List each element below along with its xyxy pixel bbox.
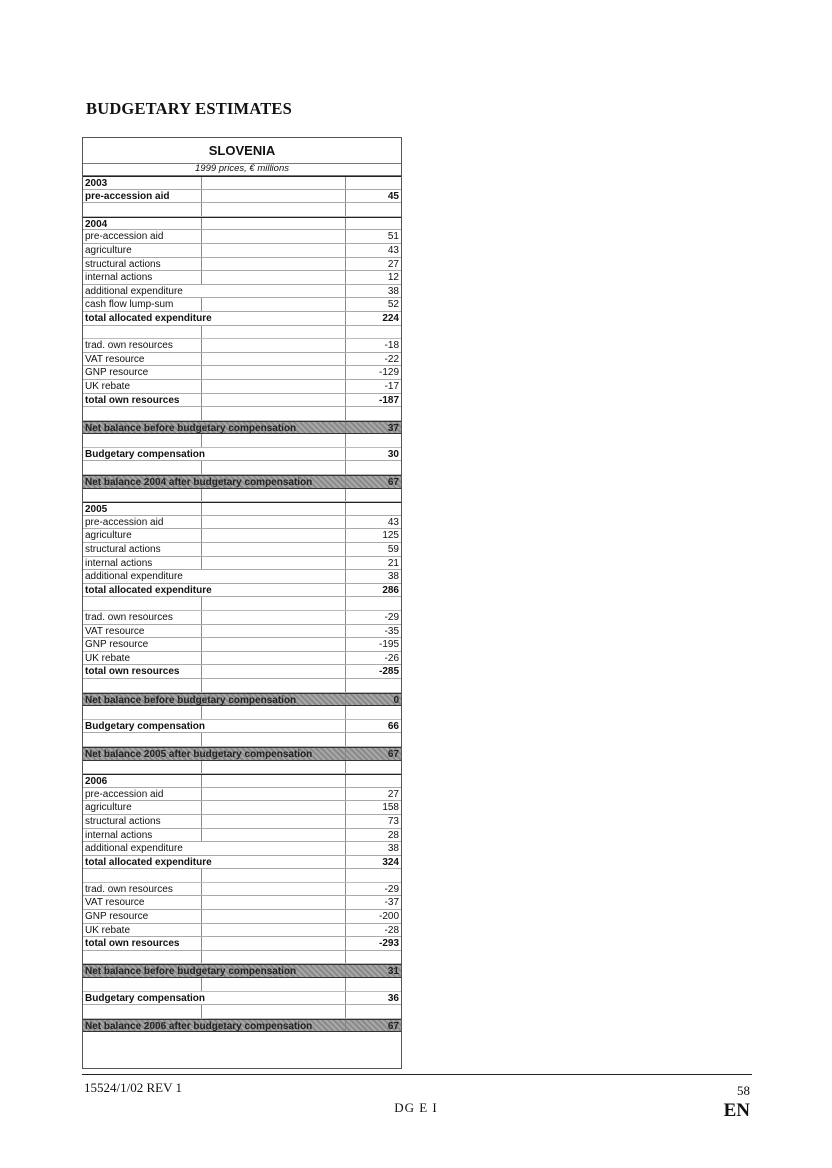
row-value: 30	[387, 448, 399, 460]
row-value: 43	[387, 244, 399, 256]
column-divider	[345, 694, 346, 706]
column-divider	[345, 298, 346, 311]
column-divider	[201, 978, 202, 991]
column-divider	[345, 706, 346, 719]
spacer-row	[83, 461, 401, 475]
column-divider	[345, 353, 346, 366]
column-divider	[345, 869, 346, 882]
column-divider	[345, 896, 346, 909]
row-value: 38	[387, 571, 399, 583]
table-row	[83, 829, 401, 843]
row-value: -18	[384, 340, 399, 352]
row-value: 67	[387, 1020, 399, 1032]
column-divider	[345, 366, 346, 379]
table-row	[83, 815, 401, 829]
column-divider	[345, 461, 346, 474]
document-reference: 15524/1/02 REV 1	[84, 1080, 182, 1095]
column-divider	[345, 965, 346, 977]
column-divider	[345, 978, 346, 991]
column-divider	[345, 842, 346, 855]
page-heading: BUDGETARY ESTIMATES	[86, 99, 292, 118]
table-row	[83, 339, 401, 353]
row-value: -187	[378, 394, 399, 406]
column-divider	[345, 775, 346, 787]
column-divider	[345, 761, 346, 774]
column-divider	[201, 203, 202, 216]
column-divider	[201, 679, 202, 692]
row-label: GNP resource	[85, 367, 149, 379]
column-divider	[201, 557, 202, 570]
row-label: UK rebate	[85, 652, 131, 664]
row-label: VAT resource	[85, 353, 145, 365]
row-value: 324	[382, 856, 399, 868]
spacer-row	[83, 706, 401, 720]
column-divider	[201, 503, 202, 515]
column-divider	[345, 177, 346, 189]
table-row	[83, 570, 401, 584]
row-value: -37	[384, 897, 399, 909]
table-row	[83, 366, 401, 380]
row-value: 59	[387, 544, 399, 556]
row-value: 66	[387, 720, 399, 732]
row-label: Net balance 2005 after budgetary compensation	[85, 748, 313, 760]
spacer-row	[83, 434, 401, 448]
row-label: agriculture	[85, 244, 132, 256]
row-value: 67	[387, 748, 399, 760]
row-label: agriculture	[85, 802, 132, 814]
table-row	[83, 394, 401, 408]
column-divider	[345, 856, 346, 869]
spacer-row	[83, 679, 401, 693]
column-divider	[201, 1005, 202, 1018]
row-value: -17	[384, 380, 399, 392]
column-divider	[345, 285, 346, 298]
column-divider	[345, 448, 346, 461]
row-value: -26	[384, 652, 399, 664]
table-row	[83, 557, 401, 571]
row-value: 158	[382, 802, 399, 814]
row-label: GNP resource	[85, 911, 149, 923]
table-row	[83, 285, 401, 299]
table-row	[83, 896, 401, 910]
spacer-row	[83, 761, 401, 775]
column-divider	[345, 910, 346, 923]
row-label: Net balance before budgetary compensation	[85, 422, 297, 434]
column-divider	[345, 529, 346, 542]
row-label: trad. own resources	[85, 612, 173, 623]
column-divider	[345, 883, 346, 896]
column-divider	[201, 896, 202, 909]
table-row	[83, 720, 401, 734]
column-divider	[345, 476, 346, 488]
column-divider	[201, 924, 202, 937]
column-divider	[345, 244, 346, 257]
column-divider	[201, 625, 202, 638]
row-value: 12	[387, 272, 399, 284]
row-value: 286	[382, 584, 399, 596]
year-header-row	[83, 217, 401, 231]
row-label: UK rebate	[85, 380, 131, 392]
column-divider	[345, 570, 346, 583]
row-label: internal actions	[85, 557, 153, 569]
spacer-row	[83, 951, 401, 965]
row-label: Net balance 2004 after budgetary compensation	[85, 477, 313, 489]
column-divider	[201, 407, 202, 420]
row-label: Budgetary compensation	[85, 448, 206, 460]
row-value: 125	[382, 530, 399, 542]
table-row	[83, 380, 401, 394]
row-label: total own resources	[85, 666, 180, 678]
table-row	[83, 665, 401, 679]
row-label: additional expenditure	[85, 571, 183, 583]
row-label: 2006	[85, 776, 108, 788]
row-value: -200	[378, 911, 399, 923]
table-row	[83, 271, 401, 285]
table-row	[83, 992, 401, 1006]
row-value: -195	[378, 639, 399, 651]
column-divider	[345, 788, 346, 801]
row-label: VAT resource	[85, 625, 145, 637]
row-label: total allocated expenditure	[85, 856, 212, 868]
table-rows	[83, 176, 401, 1032]
row-value: -285	[378, 666, 399, 678]
column-divider	[345, 801, 346, 814]
column-divider	[345, 625, 346, 638]
table-row	[83, 964, 401, 978]
budget-table	[82, 137, 402, 1069]
column-divider	[345, 503, 346, 515]
column-divider	[345, 584, 346, 597]
row-label: agriculture	[85, 530, 132, 542]
row-label: internal actions	[85, 272, 153, 284]
row-label: VAT resource	[85, 897, 145, 909]
row-label: total own resources	[85, 938, 180, 950]
table-row	[83, 353, 401, 367]
column-divider	[201, 761, 202, 774]
table-row	[83, 584, 401, 598]
column-divider	[201, 489, 202, 502]
column-divider	[345, 543, 346, 556]
table-row	[83, 883, 401, 897]
row-label: pre-accession aid	[85, 788, 164, 800]
column-divider	[201, 638, 202, 651]
column-divider	[201, 326, 202, 339]
table-row	[83, 516, 401, 530]
column-divider	[201, 380, 202, 393]
spacer-row	[83, 869, 401, 883]
table-row	[83, 298, 401, 312]
table-row	[83, 312, 401, 326]
row-value: -29	[384, 883, 399, 895]
column-divider	[201, 218, 202, 230]
table-row	[83, 611, 401, 625]
column-divider	[345, 638, 346, 651]
table-row	[83, 448, 401, 462]
column-divider	[201, 652, 202, 665]
column-divider	[345, 394, 346, 407]
column-divider	[201, 461, 202, 474]
page-number: 58	[737, 1083, 750, 1098]
row-label: 2005	[85, 504, 108, 516]
spacer-row	[83, 489, 401, 503]
row-value: -35	[384, 625, 399, 637]
column-divider	[201, 801, 202, 814]
table-row	[83, 856, 401, 870]
column-divider	[345, 218, 346, 230]
column-divider	[345, 951, 346, 964]
row-value: 28	[387, 829, 399, 841]
row-label: structural actions	[85, 815, 161, 827]
row-value: 27	[387, 788, 399, 800]
row-label: total allocated expenditure	[85, 584, 212, 596]
column-divider	[345, 679, 346, 692]
column-divider	[345, 326, 346, 339]
column-divider	[201, 529, 202, 542]
column-divider	[345, 992, 346, 1005]
year-header-row	[83, 774, 401, 788]
column-divider	[201, 951, 202, 964]
row-value: 0	[393, 694, 399, 706]
row-value: 37	[387, 422, 399, 434]
column-divider	[345, 733, 346, 746]
column-divider	[345, 720, 346, 733]
row-value: 36	[387, 992, 399, 1004]
table-row	[83, 475, 401, 489]
language-code: EN	[723, 1100, 750, 1121]
column-divider	[201, 611, 202, 624]
table-country-title: SLOVENIA	[83, 138, 401, 164]
column-divider	[201, 829, 202, 842]
row-value: 21	[387, 557, 399, 569]
column-divider	[345, 407, 346, 420]
row-label: additional expenditure	[85, 285, 183, 297]
year-header-row	[83, 176, 401, 190]
table-row	[83, 258, 401, 272]
row-value: -28	[384, 924, 399, 936]
row-value: 45	[387, 190, 399, 202]
row-value: 38	[387, 285, 399, 297]
footer-divider	[82, 1074, 752, 1075]
table-row	[83, 638, 401, 652]
column-divider	[201, 244, 202, 257]
table-row	[83, 693, 401, 707]
row-value: 224	[382, 312, 399, 324]
row-value: 52	[387, 299, 399, 311]
table-row	[83, 190, 401, 204]
row-label: pre-accession aid	[85, 516, 164, 528]
column-divider	[201, 706, 202, 719]
column-divider	[345, 597, 346, 610]
column-divider	[345, 339, 346, 352]
column-divider	[345, 422, 346, 434]
row-label: structural actions	[85, 544, 161, 556]
row-label: UK rebate	[85, 924, 131, 936]
column-divider	[345, 829, 346, 842]
table-row	[83, 747, 401, 761]
column-divider	[201, 177, 202, 189]
column-divider	[345, 516, 346, 529]
column-divider	[345, 1005, 346, 1018]
row-label: total own resources	[85, 394, 180, 406]
table-row	[83, 652, 401, 666]
column-divider	[345, 258, 346, 271]
table-row	[83, 244, 401, 258]
row-label: Budgetary compensation	[85, 992, 206, 1004]
row-value: 67	[387, 477, 399, 489]
table-units-caption: 1999 prices, € millions	[83, 163, 401, 176]
column-divider	[201, 190, 202, 203]
row-label: cash flow lump-sum	[85, 299, 174, 311]
row-label: GNP resource	[85, 639, 149, 651]
spacer-row	[83, 326, 401, 340]
column-divider	[201, 869, 202, 882]
column-divider	[201, 353, 202, 366]
row-value: -29	[384, 612, 399, 623]
column-divider	[345, 815, 346, 828]
row-value: 31	[387, 966, 399, 978]
row-label: trad. own resources	[85, 340, 173, 352]
spacer-row	[83, 733, 401, 747]
table-row	[83, 842, 401, 856]
column-divider	[201, 366, 202, 379]
row-label: total allocated expenditure	[85, 312, 212, 324]
table-row	[83, 788, 401, 802]
table-row	[83, 543, 401, 557]
column-divider	[345, 190, 346, 203]
row-label: Net balance 2006 after budgetary compensation	[85, 1020, 313, 1032]
row-label: pre-accession aid	[85, 231, 164, 243]
spacer-row	[83, 407, 401, 421]
column-divider	[345, 203, 346, 216]
column-divider	[201, 394, 202, 407]
spacer-row	[83, 203, 401, 217]
column-divider	[345, 652, 346, 665]
column-divider	[345, 434, 346, 447]
column-divider	[345, 380, 346, 393]
column-divider	[345, 489, 346, 502]
row-label: structural actions	[85, 258, 161, 270]
spacer-row	[83, 978, 401, 992]
column-divider	[201, 937, 202, 950]
column-divider	[201, 665, 202, 678]
column-divider	[201, 298, 202, 311]
column-divider	[201, 339, 202, 352]
table-row	[83, 421, 401, 435]
row-value: -129	[378, 367, 399, 379]
column-divider	[201, 883, 202, 896]
table-row	[83, 230, 401, 244]
row-label: 2004	[85, 218, 108, 230]
column-divider	[345, 312, 346, 325]
table-row	[83, 625, 401, 639]
row-value: 43	[387, 516, 399, 528]
column-divider	[201, 271, 202, 284]
column-divider	[201, 775, 202, 787]
column-divider	[345, 611, 346, 624]
column-divider	[201, 434, 202, 447]
table-row	[83, 1019, 401, 1033]
row-label: Net balance before budgetary compensation	[85, 966, 297, 978]
column-divider	[201, 516, 202, 529]
column-divider	[201, 230, 202, 243]
column-divider	[345, 557, 346, 570]
column-divider	[345, 271, 346, 284]
column-divider	[201, 733, 202, 746]
column-divider	[201, 788, 202, 801]
column-divider	[345, 230, 346, 243]
row-label: Net balance before budgetary compensation	[85, 694, 297, 706]
row-value: -22	[384, 353, 399, 365]
column-divider	[345, 1020, 346, 1032]
table-row	[83, 924, 401, 938]
column-divider	[201, 597, 202, 610]
column-divider	[345, 937, 346, 950]
row-value: 73	[387, 815, 399, 827]
year-header-row	[83, 502, 401, 516]
column-divider	[201, 543, 202, 556]
row-label: trad. own resources	[85, 883, 173, 895]
column-divider	[345, 748, 346, 760]
row-label: pre-accession aid	[85, 190, 170, 202]
table-row	[83, 937, 401, 951]
column-divider	[201, 910, 202, 923]
department-code: DG E I	[394, 1100, 438, 1115]
row-value: 51	[387, 231, 399, 243]
column-divider	[345, 924, 346, 937]
spacer-row	[83, 597, 401, 611]
row-label: internal actions	[85, 829, 153, 841]
row-value: 38	[387, 843, 399, 855]
table-row	[83, 801, 401, 815]
row-label: Budgetary compensation	[85, 720, 206, 732]
column-divider	[201, 815, 202, 828]
spacer-row	[83, 1005, 401, 1019]
column-divider	[345, 665, 346, 678]
table-row	[83, 529, 401, 543]
table-row	[83, 910, 401, 924]
row-value: 27	[387, 258, 399, 270]
row-label: 2003	[85, 178, 108, 189]
column-divider	[201, 258, 202, 271]
row-value: -293	[378, 938, 399, 950]
row-label: additional expenditure	[85, 843, 183, 855]
